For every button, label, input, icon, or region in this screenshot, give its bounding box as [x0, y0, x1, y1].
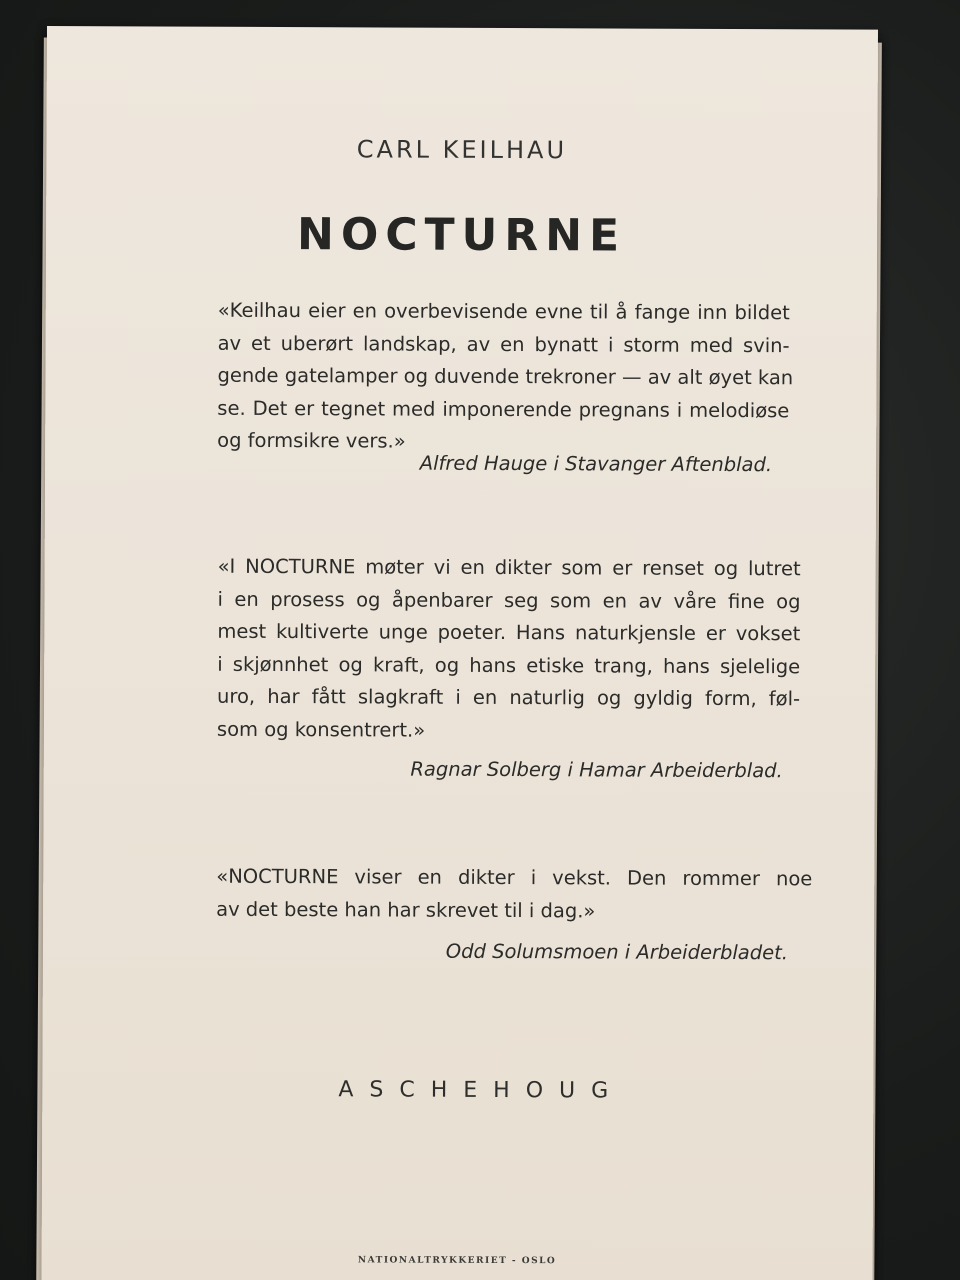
quote-line: gende gatelamper og duvende trekroner — av alt øyet kan [217, 363, 794, 390]
quote-line: av et uberørt landskap, av en bynatt i storm med svin- [217, 331, 790, 357]
book-title: NOCTURNE [296, 209, 627, 262]
review-quote-3 [216, 861, 812, 929]
quote-line: «I NOCTURNE møter vi en dikter som er renset og lutret [217, 554, 801, 581]
quote-line: som og konsentrert.» [216, 717, 426, 742]
review-source-2: Ragnar Solberg i Hamar Arbeiderblad. [410, 757, 783, 783]
review-source-3: Odd Solumsmoen i Arbeiderbladet. [445, 939, 789, 965]
quote-line: av det beste han har skrevet til i dag.» [216, 897, 596, 922]
review-quote-1 [217, 295, 794, 460]
quote-line: og formsikre vers.» [217, 429, 406, 453]
review-source-1: Alfred Hauge i Stavanger Aftenblad. [419, 451, 773, 477]
quote-line: i en prosess og åpenbarer seg som en av våre fine og [217, 587, 801, 613]
book-back-cover [41, 26, 878, 1280]
review-quote-2 [217, 551, 801, 749]
author-name: CARL KEILHAU [356, 135, 568, 165]
quote-line: se. Det er tegnet med imponerende pregnans i melodiøse [217, 396, 790, 423]
printer-imprint: NATIONALTRYKKERIET - OSLO [357, 1255, 557, 1267]
quote-line: «Keilhau eier en overbevisende evne til å fange inn bildet [217, 298, 790, 325]
quote-line: «NOCTURNE viser en dikter i vekst. Den rommer noe [216, 864, 813, 891]
quote-line: uro, har fått slagkraft i en naturlig og gyldig form, føl- [217, 685, 801, 711]
publisher-name: ASCHEHOUG [338, 1077, 625, 1104]
quote-line: i skjønnhet og kraft, og hans etiske trang, hans sjelelige [217, 652, 801, 679]
quote-line: mest kultiverte unge poeter. Hans naturkjensle er vokset [217, 619, 801, 646]
